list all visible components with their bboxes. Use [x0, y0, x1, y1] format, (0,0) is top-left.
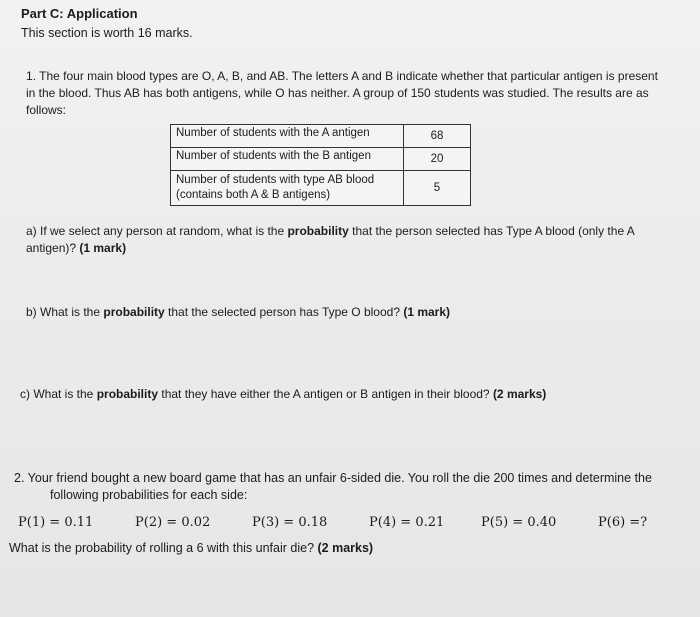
probability-item: P(4) = 0.21 [369, 515, 445, 530]
question-1b-prefix: b) What is the [26, 305, 104, 319]
table-cell-value: 20 [404, 148, 471, 171]
question-1a-line-2: antigen)? [26, 241, 80, 255]
question-1b-bold: probability [103, 305, 165, 319]
table-cell-label-line-2: (contains both A & B antigens) [176, 189, 331, 201]
question-1-line-2: in the blood. Thus AB has both antigens, while O has neither. A group of 150 students was studied. The results are as [26, 86, 649, 100]
probability-item: P(3) = 0.18 [252, 515, 328, 530]
table-cell-value: 5 [404, 171, 471, 206]
question-1c-bold: probability [96, 387, 159, 401]
table-cell-value: 68 [404, 125, 471, 148]
probability-item: P(6) =? [598, 515, 648, 530]
question-1b [26, 305, 450, 319]
blood-antigen-table [170, 124, 471, 206]
question-1c-prefix: c) What is the [20, 387, 97, 401]
section-title: Part C: Application [21, 6, 138, 21]
question-2-ask [9, 541, 373, 555]
question-1b-suffix: that the selected person has Type O blood? [164, 305, 404, 319]
question-2-line-2: following probabilities for each side: [50, 488, 248, 502]
question-1c-suffix: that they have either the A antigen or B antigen in their blood? [158, 387, 493, 401]
table-row [171, 171, 471, 206]
question-2-line-1: 2. Your friend bought a new board game that has an unfair 6-sided die. You roll the die 200 times and determine the [14, 471, 652, 485]
question-1a-bold: probability [287, 224, 349, 238]
question-1a-marks: (1 mark) [79, 241, 127, 255]
question-1a-prefix: a) If we select any person at random, what is the [26, 224, 288, 238]
question-2-marks: (2 marks) [317, 541, 374, 555]
question-1b-marks: (1 mark) [403, 305, 451, 319]
question-2-ask-text: What is the probability of rolling a 6 with this unfair die? [9, 541, 318, 555]
question-1-line-3: follows: [26, 103, 67, 117]
question-1-text [26, 68, 691, 119]
question-1c [20, 387, 546, 401]
probability-item: P(2) = 0.02 [135, 515, 211, 530]
table-cell-label-line-1: Number of students with type AB blood [176, 174, 375, 186]
probability-item: P(5) = 0.40 [481, 515, 557, 530]
table-cell-label: Number of students with the A antigen [171, 125, 404, 148]
question-1c-marks: (2 marks) [492, 387, 547, 401]
table-row [171, 125, 471, 148]
question-1-line-1: 1. The four main blood types are O, A, B, and AB. The letters A and B indicate whether that particular antigen is present [26, 69, 658, 83]
probability-list [18, 515, 647, 530]
table-cell-label: Number of students with the B antigen [171, 148, 404, 171]
table-cell-label [171, 171, 404, 206]
question-1a [26, 223, 635, 257]
table-row [171, 148, 471, 171]
question-2-text [14, 470, 652, 504]
question-1a-suffix: that the person selected has Type A blood (only the A [348, 224, 635, 238]
section-subtitle: This section is worth 16 marks. [21, 26, 193, 40]
probability-item: P(1) = 0.11 [18, 515, 94, 530]
